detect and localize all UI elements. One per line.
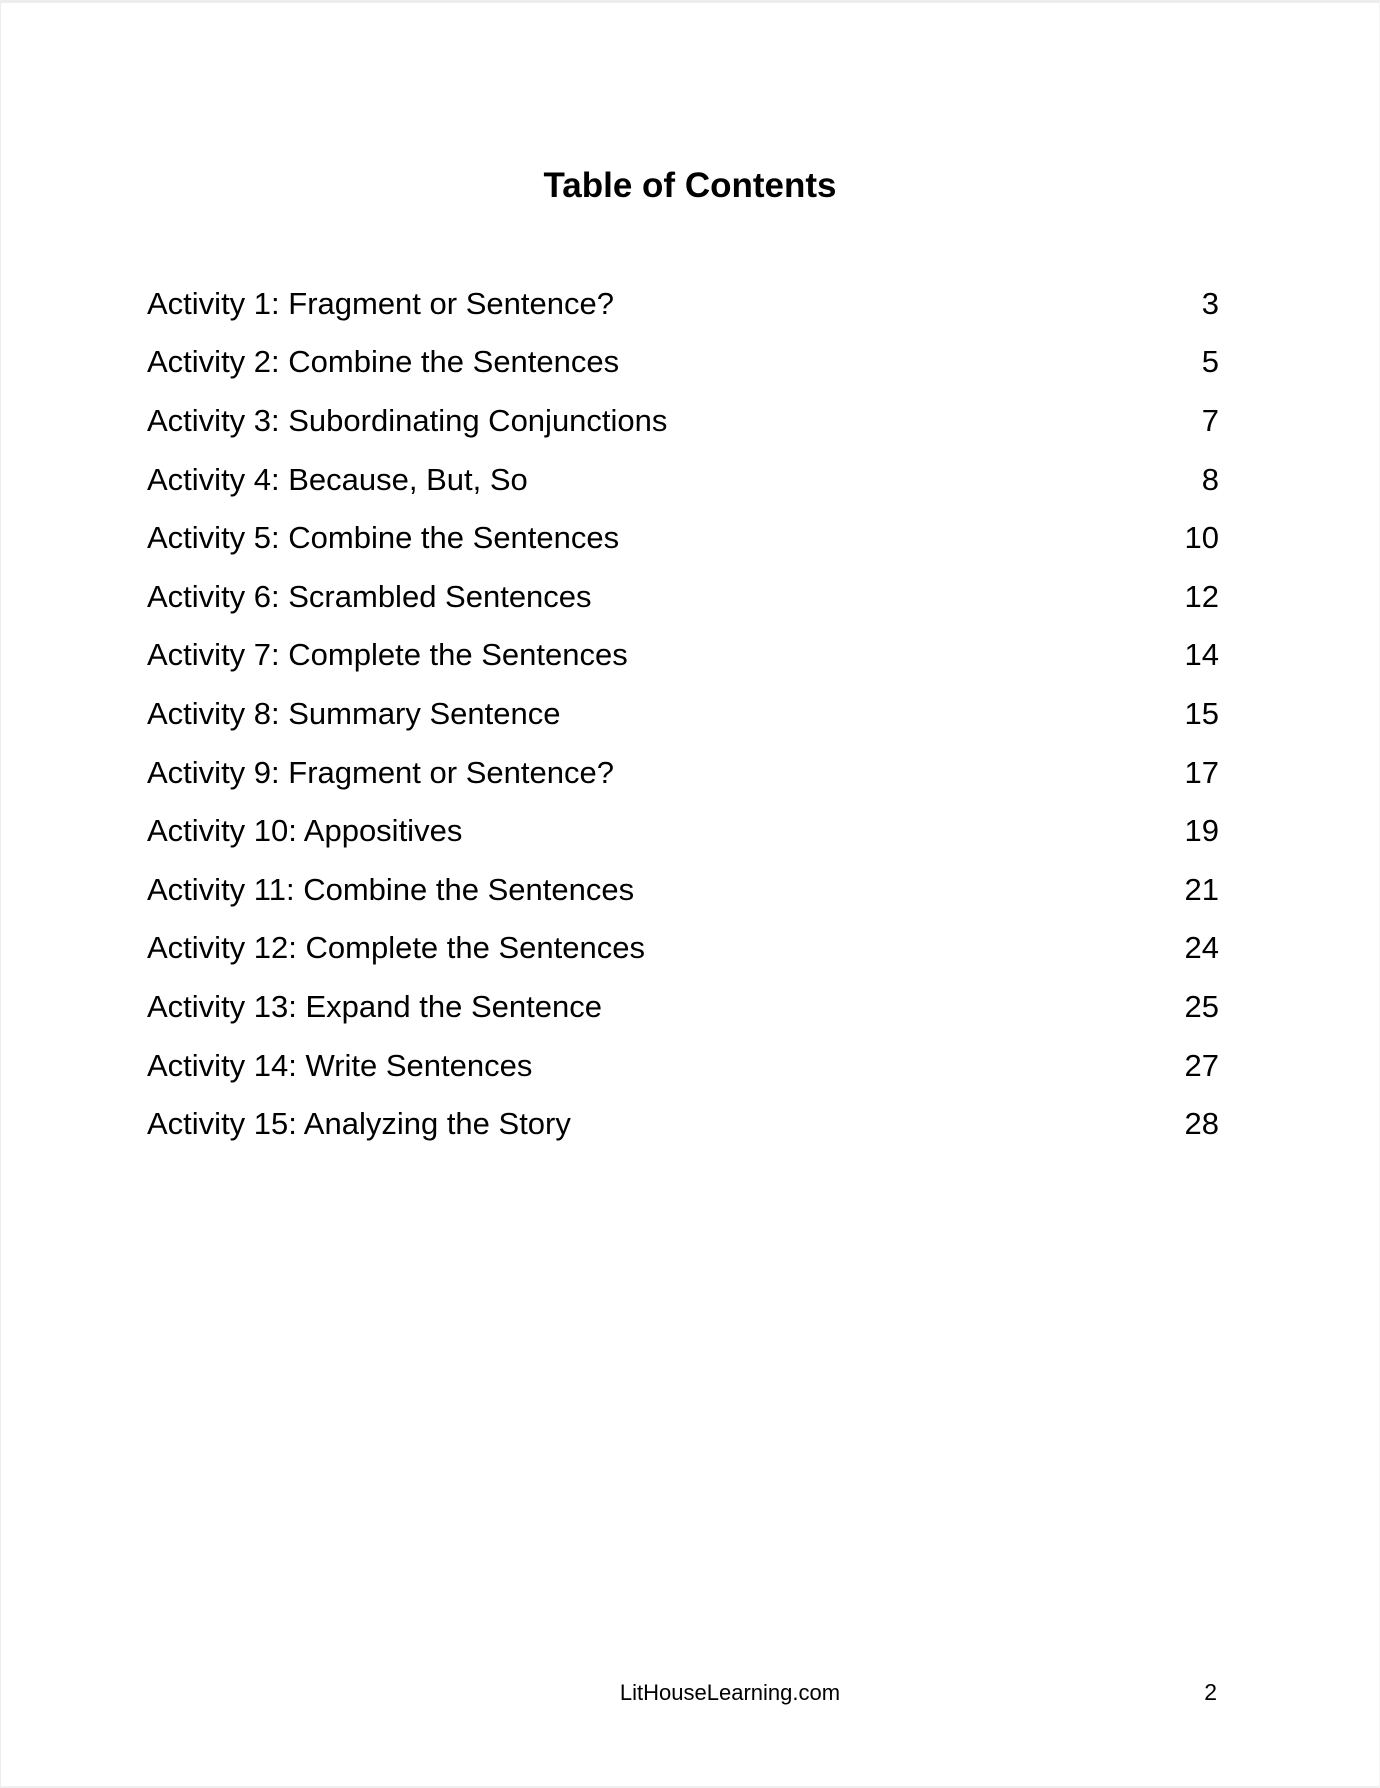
toc-entry-label: Activity 1: Fragment or Sentence?	[147, 285, 614, 321]
toc-entry-label: Activity 12: Complete the Sentences	[147, 930, 645, 966]
toc-entry-label: Activity 13: Expand the Sentence	[147, 988, 602, 1024]
toc-entry-label: Activity 11: Combine the Sentences	[147, 871, 635, 907]
toc-row	[147, 977, 1219, 1036]
toc-entry-page-number: 25	[1184, 988, 1219, 1024]
toc-entry-label: Activity 10: Appositives	[147, 813, 463, 849]
toc-row	[147, 1036, 1219, 1095]
toc-entry-label: Activity 14: Write Sentences	[147, 1047, 533, 1083]
toc-entry-label: Activity 4: Because, But, So	[147, 461, 528, 497]
toc-row	[147, 684, 1219, 743]
toc-entry-page-number: 5	[1201, 344, 1219, 380]
toc-row	[147, 508, 1219, 567]
toc-entry-label: Activity 5: Combine the Sentences	[147, 520, 620, 556]
toc-row	[147, 333, 1219, 392]
toc-entry-page-number: 27	[1184, 1047, 1219, 1083]
toc-entry-page-number: 17	[1184, 754, 1219, 790]
toc-entry-label: Activity 3: Subordinating Conjunctions	[147, 402, 668, 438]
toc-entry-page-number: 3	[1201, 285, 1219, 321]
toc-entry-page-number: 8	[1201, 461, 1219, 497]
toc-entry-label: Activity 6: Scrambled Sentences	[147, 578, 592, 614]
toc-entry-label: Activity 15: Analyzing the Story	[147, 1106, 571, 1142]
page-title: Table of Contents	[543, 166, 837, 205]
toc-row	[147, 919, 1219, 978]
toc-row	[147, 391, 1219, 450]
toc-row	[147, 450, 1219, 509]
toc-row	[147, 567, 1219, 626]
toc-row	[147, 274, 1219, 333]
toc-entry-label: Activity 2: Combine the Sentences	[147, 344, 620, 380]
toc-entry-label: Activity 7: Complete the Sentences	[147, 637, 628, 673]
toc-entry-page-number: 10	[1184, 520, 1219, 556]
footer-page-number: 2	[1204, 1679, 1217, 1705]
toc-entry-page-number: 24	[1184, 930, 1219, 966]
footer-site-link: LitHouseLearning.com	[619, 1680, 841, 1705]
toc-row	[147, 626, 1219, 685]
toc-row	[147, 1094, 1219, 1153]
toc-entry-label: Activity 8: Summary Sentence	[147, 695, 561, 731]
toc-entry-page-number: 19	[1184, 813, 1219, 849]
toc-entry-page-number: 7	[1201, 402, 1219, 438]
toc-row	[147, 860, 1219, 919]
toc-entry-label: Activity 9: Fragment or Sentence?	[147, 754, 614, 790]
toc-entry-page-number: 12	[1184, 578, 1219, 614]
toc-entry-page-number: 15	[1184, 695, 1219, 731]
toc-entry-page-number: 21	[1184, 871, 1219, 907]
toc-entry-page-number: 14	[1184, 637, 1219, 673]
toc-entry-page-number: 28	[1184, 1106, 1219, 1142]
toc-row	[147, 743, 1219, 802]
table-of-contents	[147, 274, 1219, 1153]
toc-row	[147, 801, 1219, 860]
